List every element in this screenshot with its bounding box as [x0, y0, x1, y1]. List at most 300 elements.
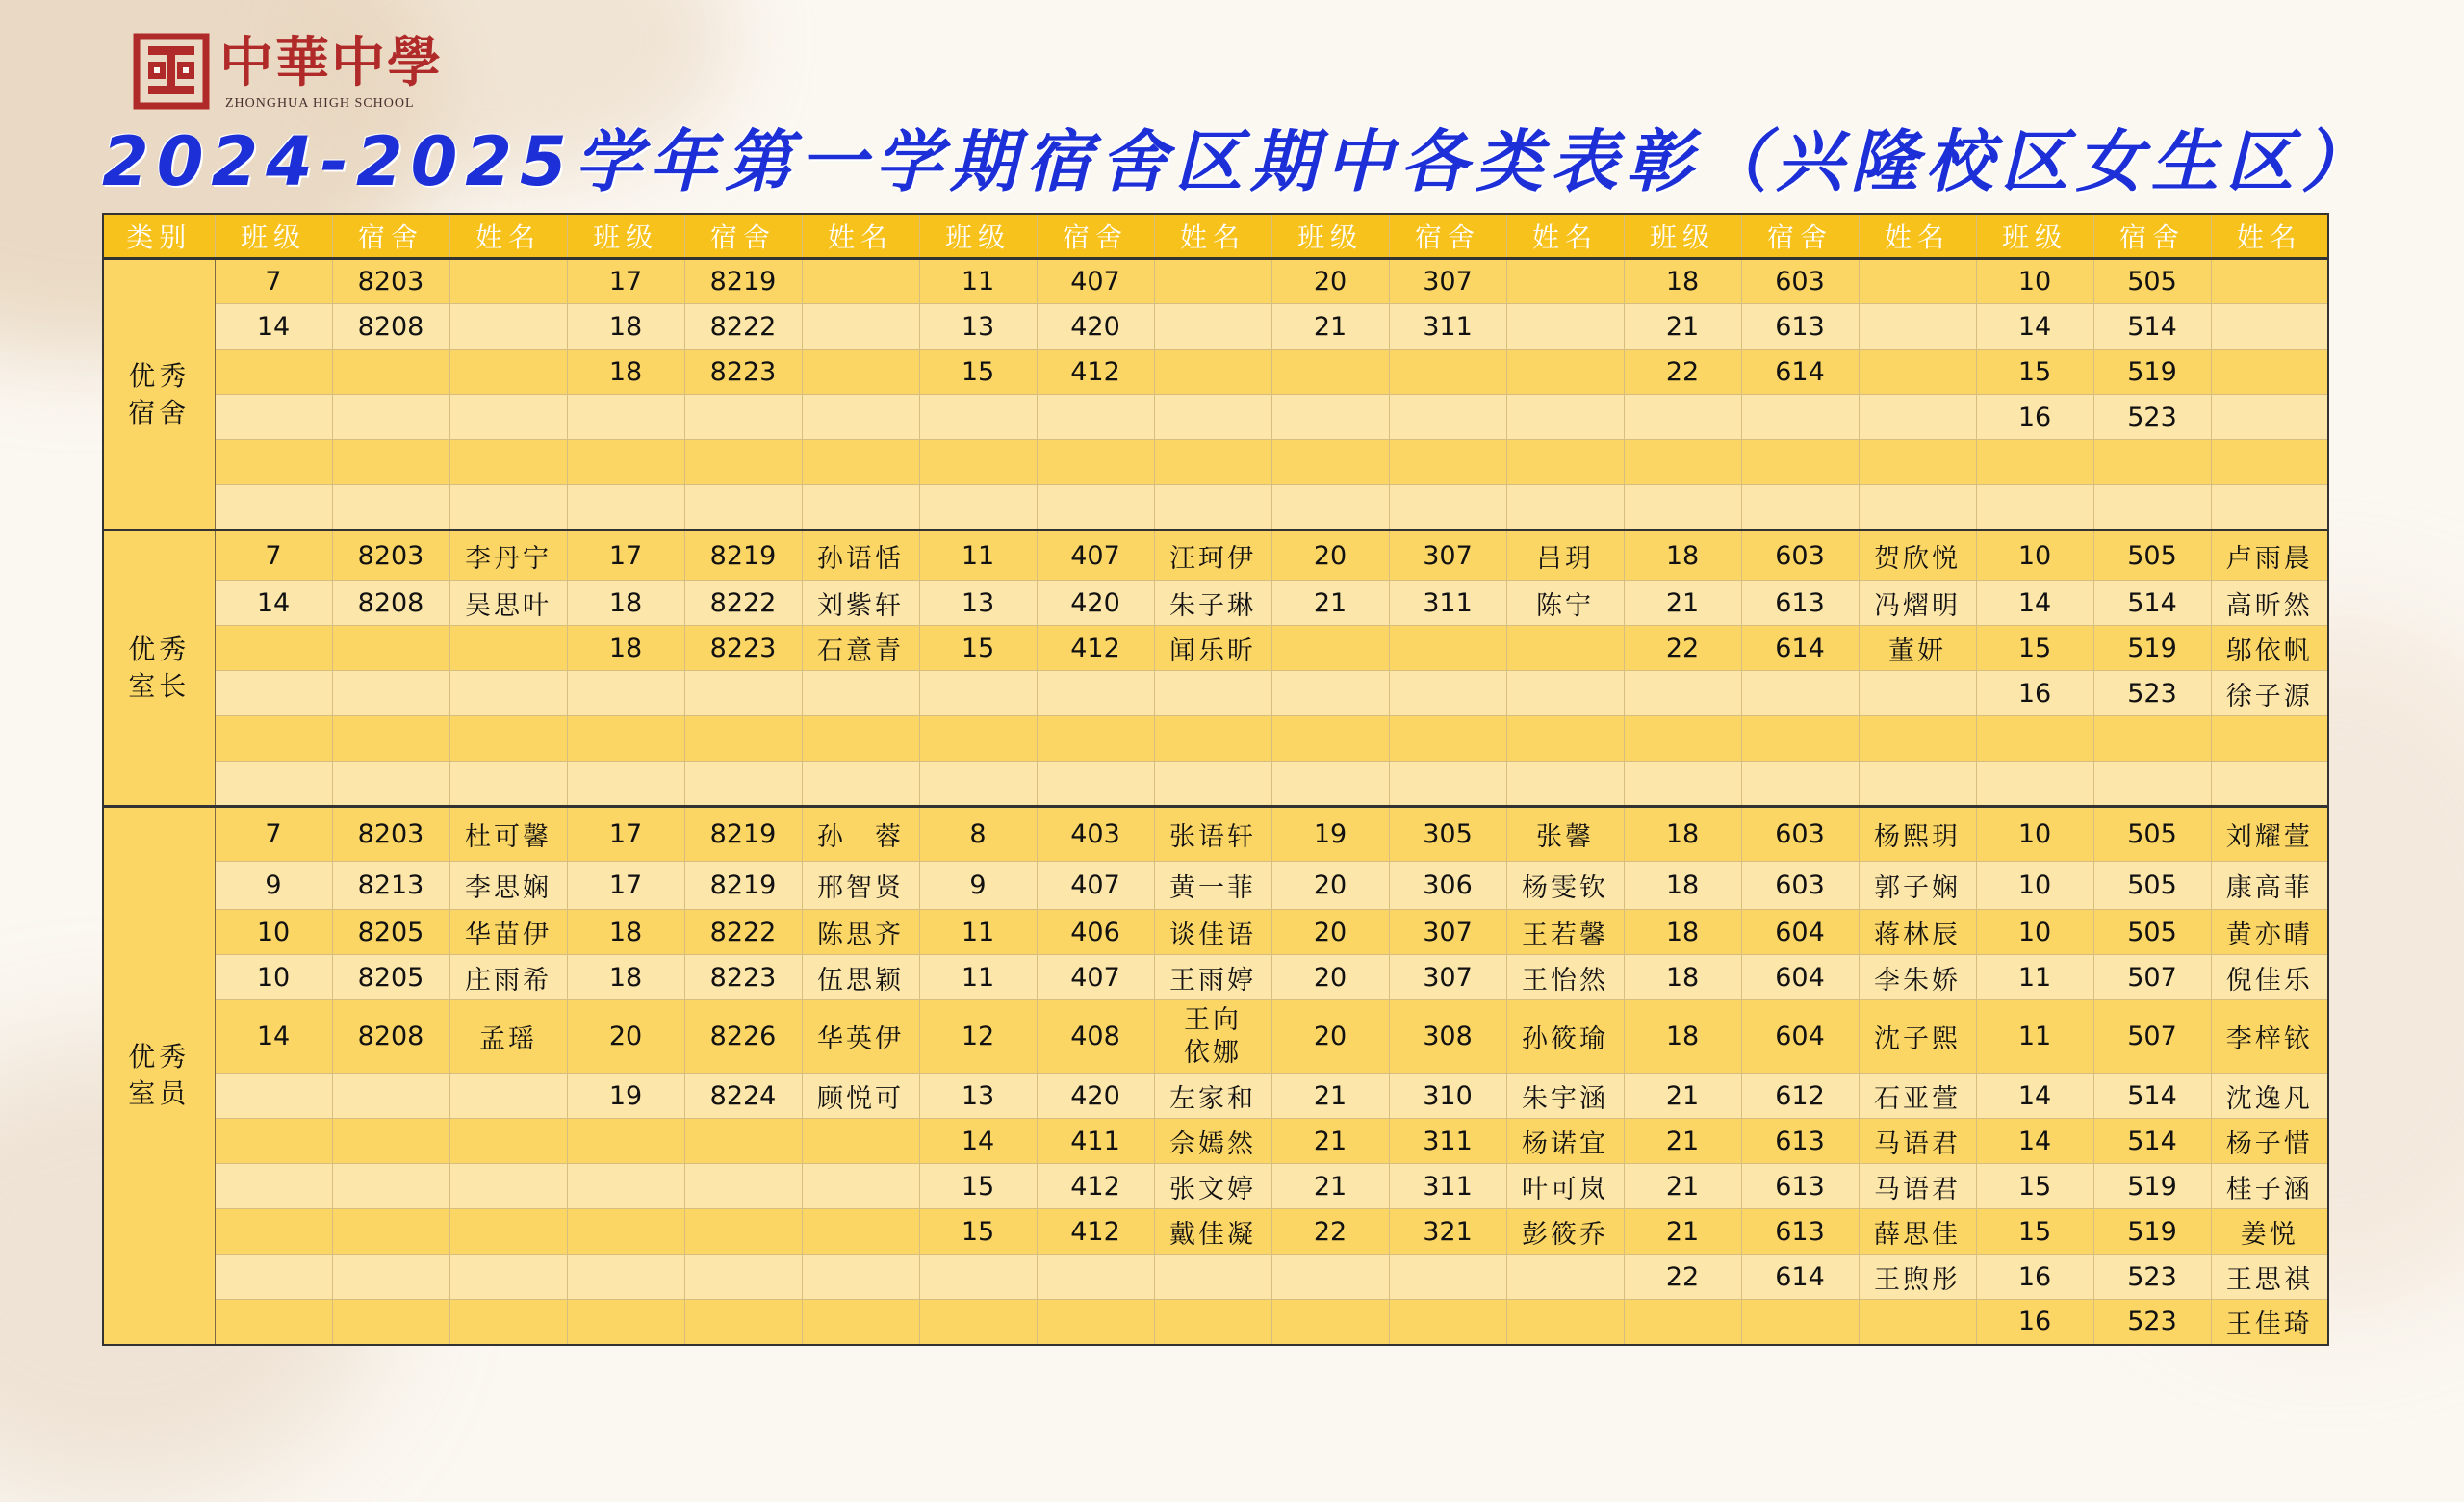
name-cell — [1506, 485, 1624, 531]
class-cell: 16 — [1976, 1255, 2093, 1300]
name-cell: 刘耀萱 — [2211, 807, 2328, 862]
class-cell: 18 — [1624, 807, 1741, 862]
name-cell — [2211, 259, 2328, 304]
class-cell — [1271, 440, 1389, 485]
name-cell: 王煦彤 — [1859, 1255, 1976, 1300]
header-cell: 班级 — [1624, 214, 1741, 259]
dorm-cell: 514 — [2093, 581, 2211, 626]
name-cell — [1506, 716, 1624, 762]
name-cell — [1154, 1300, 1271, 1345]
dorm-cell — [1741, 671, 1859, 716]
header-cell: 宿舍 — [332, 214, 449, 259]
name-cell: 康高菲 — [2211, 862, 2328, 910]
school-name-en: ZHONGHUA HIGH SCHOOL — [225, 96, 415, 111]
class-cell — [215, 626, 332, 671]
header-cell: 宿舍 — [1389, 214, 1506, 259]
class-cell: 14 — [1976, 1074, 2093, 1119]
dorm-cell: 8223 — [684, 350, 802, 395]
class-cell: 20 — [1271, 862, 1389, 910]
name-cell: 石意青 — [802, 626, 919, 671]
class-cell: 21 — [1624, 1119, 1741, 1164]
dorm-cell: 305 — [1389, 807, 1506, 862]
dorm-cell: 603 — [1741, 807, 1859, 862]
table-row — [103, 440, 2328, 485]
name-cell — [1859, 304, 1976, 350]
name-cell — [449, 1164, 567, 1209]
class-cell: 15 — [919, 626, 1037, 671]
class-cell: 21 — [1624, 1074, 1741, 1119]
class-cell: 21 — [1271, 1164, 1389, 1209]
dorm-cell: 523 — [2093, 1300, 2211, 1345]
table-row — [103, 1074, 2328, 1119]
class-cell: 11 — [919, 955, 1037, 1000]
class-cell: 7 — [215, 807, 332, 862]
dorm-cell: 614 — [1741, 1255, 1859, 1300]
dorm-cell: 8203 — [332, 531, 449, 581]
class-cell — [1271, 350, 1389, 395]
dorm-cell: 8205 — [332, 955, 449, 1000]
category-cell: 优秀 宿舍 — [103, 259, 215, 531]
class-cell: 9 — [919, 862, 1037, 910]
dorm-cell: 411 — [1037, 1119, 1154, 1164]
name-cell — [449, 671, 567, 716]
category-cell: 优秀 室长 — [103, 531, 215, 807]
class-cell: 10 — [215, 910, 332, 955]
table-row — [103, 531, 2328, 581]
name-cell — [1154, 304, 1271, 350]
dorm-cell — [1741, 762, 1859, 807]
class-cell — [215, 762, 332, 807]
name-cell: 吴思叶 — [449, 581, 567, 626]
name-cell — [1154, 1255, 1271, 1300]
dorm-cell: 603 — [1741, 531, 1859, 581]
class-cell — [567, 485, 684, 531]
dorm-cell: 519 — [2093, 626, 2211, 671]
dorm-cell — [684, 671, 802, 716]
table-row — [103, 350, 2328, 395]
name-cell — [449, 626, 567, 671]
name-cell: 马语君 — [1859, 1164, 1976, 1209]
name-cell — [449, 1074, 567, 1119]
dorm-cell: 613 — [1741, 581, 1859, 626]
name-cell: 桂子涵 — [2211, 1164, 2328, 1209]
name-cell: 庄雨希 — [449, 955, 567, 1000]
table-row — [103, 1000, 2328, 1074]
name-cell: 沈逸凡 — [2211, 1074, 2328, 1119]
dorm-cell — [2093, 762, 2211, 807]
table-row — [103, 1119, 2328, 1164]
name-cell — [1506, 1255, 1624, 1300]
name-cell: 杨子惜 — [2211, 1119, 2328, 1164]
dorm-cell: 519 — [2093, 1164, 2211, 1209]
name-cell: 李朱娇 — [1859, 955, 1976, 1000]
class-cell — [1624, 395, 1741, 440]
header-cell: 班级 — [919, 214, 1037, 259]
name-cell — [1859, 440, 1976, 485]
class-cell — [1976, 440, 2093, 485]
header-cell: 姓名 — [1859, 214, 1976, 259]
class-cell: 15 — [1976, 1164, 2093, 1209]
class-cell — [919, 440, 1037, 485]
class-cell — [1624, 671, 1741, 716]
name-cell: 张馨 — [1506, 807, 1624, 862]
class-cell: 10 — [1976, 807, 2093, 862]
name-cell — [1506, 440, 1624, 485]
dorm-cell — [1037, 762, 1154, 807]
class-cell: 20 — [1271, 910, 1389, 955]
name-cell — [2211, 304, 2328, 350]
name-cell: 王思祺 — [2211, 1255, 2328, 1300]
dorm-cell: 603 — [1741, 259, 1859, 304]
name-cell — [1859, 762, 1976, 807]
class-cell: 15 — [919, 1164, 1037, 1209]
dorm-cell — [332, 1119, 449, 1164]
name-cell — [802, 440, 919, 485]
page-title: 2024-2025学年第一学期宿舍区期中各类表彰（兴隆校区女生区） — [102, 122, 2376, 201]
dorm-cell: 505 — [2093, 807, 2211, 862]
table-row — [103, 1209, 2328, 1255]
dorm-cell: 523 — [2093, 671, 2211, 716]
dorm-cell — [1389, 716, 1506, 762]
name-cell: 董妍 — [1859, 626, 1976, 671]
dorm-cell — [332, 671, 449, 716]
class-cell — [1271, 762, 1389, 807]
dorm-cell — [1389, 350, 1506, 395]
class-cell: 18 — [1624, 531, 1741, 581]
name-cell — [2211, 762, 2328, 807]
dorm-cell — [1741, 485, 1859, 531]
dorm-cell: 8203 — [332, 807, 449, 862]
name-cell: 谈佳语 — [1154, 910, 1271, 955]
class-cell: 15 — [919, 1209, 1037, 1255]
header-cell: 宿舍 — [684, 214, 802, 259]
name-cell: 李丹宁 — [449, 531, 567, 581]
name-cell — [449, 485, 567, 531]
dorm-cell: 613 — [1741, 1209, 1859, 1255]
class-cell — [567, 671, 684, 716]
class-cell: 13 — [919, 304, 1037, 350]
dorm-cell: 311 — [1389, 1119, 1506, 1164]
dorm-cell: 505 — [2093, 862, 2211, 910]
dorm-cell: 604 — [1741, 955, 1859, 1000]
dorm-cell — [684, 485, 802, 531]
class-cell — [1976, 485, 2093, 531]
class-cell: 16 — [1976, 395, 2093, 440]
name-cell: 杨诺宜 — [1506, 1119, 1624, 1164]
dorm-cell: 420 — [1037, 304, 1154, 350]
name-cell: 叶可岚 — [1506, 1164, 1624, 1209]
class-cell: 18 — [567, 581, 684, 626]
name-cell — [449, 259, 567, 304]
class-cell: 21 — [1271, 581, 1389, 626]
table-row — [103, 716, 2328, 762]
header-cell: 班级 — [567, 214, 684, 259]
table-row — [103, 671, 2328, 716]
name-cell — [802, 1164, 919, 1209]
table-row — [103, 626, 2328, 671]
header-cell: 姓名 — [449, 214, 567, 259]
name-cell: 刘紫轩 — [802, 581, 919, 626]
dorm-cell: 604 — [1741, 910, 1859, 955]
name-cell — [2211, 350, 2328, 395]
name-cell: 汪珂伊 — [1154, 531, 1271, 581]
name-cell: 孙筱瑜 — [1506, 1000, 1624, 1074]
name-cell: 邬依帆 — [2211, 626, 2328, 671]
class-cell: 20 — [1271, 531, 1389, 581]
class-cell: 13 — [919, 581, 1037, 626]
name-cell — [1506, 304, 1624, 350]
class-cell — [215, 1255, 332, 1300]
class-cell — [567, 1255, 684, 1300]
class-cell: 17 — [567, 807, 684, 862]
name-cell — [1154, 350, 1271, 395]
name-cell: 沈子熙 — [1859, 1000, 1976, 1074]
class-cell — [1624, 716, 1741, 762]
name-cell: 李梓铱 — [2211, 1000, 2328, 1074]
table-row — [103, 259, 2328, 304]
class-cell: 18 — [567, 910, 684, 955]
class-cell: 15 — [1976, 626, 2093, 671]
class-cell — [215, 716, 332, 762]
class-cell: 10 — [1976, 531, 2093, 581]
dorm-cell — [332, 395, 449, 440]
class-cell: 21 — [1271, 1074, 1389, 1119]
class-cell: 18 — [567, 955, 684, 1000]
dorm-cell: 408 — [1037, 1000, 1154, 1074]
name-cell — [1154, 485, 1271, 531]
class-cell: 11 — [919, 259, 1037, 304]
dorm-cell: 507 — [2093, 1000, 2211, 1074]
name-cell — [1859, 716, 1976, 762]
class-cell — [919, 671, 1037, 716]
table-row — [103, 1255, 2328, 1300]
dorm-cell: 420 — [1037, 581, 1154, 626]
name-cell — [1859, 395, 1976, 440]
dorm-cell: 307 — [1389, 955, 1506, 1000]
dorm-cell: 8208 — [332, 1000, 449, 1074]
class-cell: 11 — [1976, 955, 2093, 1000]
dorm-cell — [332, 350, 449, 395]
dorm-cell — [332, 440, 449, 485]
name-cell — [1506, 1300, 1624, 1345]
dorm-cell — [1037, 485, 1154, 531]
name-cell: 陈宁 — [1506, 581, 1624, 626]
class-cell: 16 — [1976, 671, 2093, 716]
name-cell — [1154, 440, 1271, 485]
dorm-cell: 8203 — [332, 259, 449, 304]
name-cell: 张语轩 — [1154, 807, 1271, 862]
name-cell — [802, 395, 919, 440]
class-cell: 20 — [567, 1000, 684, 1074]
class-cell: 11 — [1976, 1000, 2093, 1074]
name-cell: 杨雯钦 — [1506, 862, 1624, 910]
dorm-cell — [332, 485, 449, 531]
name-cell: 黄一菲 — [1154, 862, 1271, 910]
dorm-cell: 407 — [1037, 862, 1154, 910]
dorm-cell: 613 — [1741, 1164, 1859, 1209]
seal-icon — [133, 33, 210, 110]
dorm-cell: 311 — [1389, 1164, 1506, 1209]
dorm-cell — [1389, 671, 1506, 716]
class-cell — [215, 1074, 332, 1119]
class-cell — [215, 671, 332, 716]
name-cell — [2211, 485, 2328, 531]
class-cell — [1624, 485, 1741, 531]
name-cell — [449, 1300, 567, 1345]
dorm-cell: 507 — [2093, 955, 2211, 1000]
dorm-cell: 614 — [1741, 350, 1859, 395]
table-row — [103, 955, 2328, 1000]
class-cell: 19 — [567, 1074, 684, 1119]
dorm-cell: 310 — [1389, 1074, 1506, 1119]
dorm-cell: 505 — [2093, 910, 2211, 955]
name-cell: 李思娴 — [449, 862, 567, 910]
class-cell: 16 — [1976, 1300, 2093, 1345]
dorm-cell — [1037, 716, 1154, 762]
name-cell — [802, 716, 919, 762]
table-row — [103, 395, 2328, 440]
dorm-cell — [332, 1164, 449, 1209]
name-cell — [1506, 626, 1624, 671]
name-cell — [1506, 350, 1624, 395]
dorm-cell — [1037, 1300, 1154, 1345]
dorm-cell: 8222 — [684, 910, 802, 955]
dorm-cell: 412 — [1037, 1209, 1154, 1255]
name-cell: 伍思颖 — [802, 955, 919, 1000]
name-cell — [1154, 259, 1271, 304]
class-cell: 15 — [919, 350, 1037, 395]
dorm-cell — [1389, 440, 1506, 485]
class-cell: 18 — [567, 350, 684, 395]
dorm-cell — [1389, 395, 1506, 440]
name-cell: 贺欣悦 — [1859, 531, 1976, 581]
dorm-cell: 505 — [2093, 531, 2211, 581]
class-cell: 11 — [919, 910, 1037, 955]
dorm-cell — [1389, 762, 1506, 807]
class-cell — [919, 762, 1037, 807]
dorm-cell: 307 — [1389, 531, 1506, 581]
dorm-cell: 8208 — [332, 304, 449, 350]
class-cell — [215, 440, 332, 485]
category-cell: 优秀 室员 — [103, 807, 215, 1345]
class-cell: 22 — [1624, 1255, 1741, 1300]
school-name-cn: 中華中學 — [219, 31, 443, 94]
name-cell: 石亚萱 — [1859, 1074, 1976, 1119]
table-row — [103, 862, 2328, 910]
name-cell — [449, 1119, 567, 1164]
name-cell: 高昕然 — [2211, 581, 2328, 626]
class-cell: 15 — [1976, 350, 2093, 395]
dorm-cell: 514 — [2093, 1074, 2211, 1119]
class-cell — [567, 1164, 684, 1209]
dorm-cell: 407 — [1037, 531, 1154, 581]
header-cell: 宿舍 — [2093, 214, 2211, 259]
dorm-cell — [332, 626, 449, 671]
name-cell: 马语君 — [1859, 1119, 1976, 1164]
dorm-cell — [684, 1255, 802, 1300]
class-cell: 20 — [1271, 1000, 1389, 1074]
name-cell: 陈思齐 — [802, 910, 919, 955]
dorm-cell: 8219 — [684, 862, 802, 910]
name-cell — [802, 762, 919, 807]
name-cell — [1859, 1300, 1976, 1345]
dorm-cell: 307 — [1389, 910, 1506, 955]
name-cell — [1154, 395, 1271, 440]
name-cell — [802, 304, 919, 350]
dorm-cell: 523 — [2093, 395, 2211, 440]
name-cell — [1154, 671, 1271, 716]
dorm-cell — [684, 1164, 802, 1209]
dorm-cell: 311 — [1389, 304, 1506, 350]
dorm-cell: 604 — [1741, 1000, 1859, 1074]
class-cell: 18 — [1624, 259, 1741, 304]
class-cell — [919, 395, 1037, 440]
class-cell: 14 — [215, 304, 332, 350]
name-cell: 吕玥 — [1506, 531, 1624, 581]
dorm-cell: 613 — [1741, 1119, 1859, 1164]
class-cell: 18 — [1624, 910, 1741, 955]
class-cell: 22 — [1624, 626, 1741, 671]
header-cell: 班级 — [1976, 214, 2093, 259]
dorm-cell — [332, 1300, 449, 1345]
class-cell — [1271, 671, 1389, 716]
dorm-cell — [1741, 716, 1859, 762]
dorm-cell — [1037, 671, 1154, 716]
dorm-cell: 321 — [1389, 1209, 1506, 1255]
dorm-cell — [1389, 1255, 1506, 1300]
name-cell — [1506, 671, 1624, 716]
class-cell — [567, 440, 684, 485]
class-cell — [1271, 626, 1389, 671]
class-cell — [1976, 716, 2093, 762]
dorm-cell — [684, 395, 802, 440]
class-cell — [1271, 395, 1389, 440]
dorm-cell: 8226 — [684, 1000, 802, 1074]
dorm-cell — [1741, 1300, 1859, 1345]
name-cell: 彭筱乔 — [1506, 1209, 1624, 1255]
dorm-cell: 514 — [2093, 1119, 2211, 1164]
dorm-cell: 8222 — [684, 304, 802, 350]
table-body — [103, 259, 2328, 1345]
dorm-cell — [1389, 626, 1506, 671]
dorm-cell: 613 — [1741, 304, 1859, 350]
class-cell: 20 — [1271, 259, 1389, 304]
class-cell — [215, 485, 332, 531]
dorm-cell: 8224 — [684, 1074, 802, 1119]
name-cell — [802, 671, 919, 716]
class-cell: 11 — [919, 531, 1037, 581]
dorm-cell — [1389, 1300, 1506, 1345]
class-cell — [1271, 1300, 1389, 1345]
class-cell — [567, 395, 684, 440]
class-cell: 18 — [567, 304, 684, 350]
name-cell — [1506, 395, 1624, 440]
class-cell — [215, 1119, 332, 1164]
dorm-cell: 519 — [2093, 1209, 2211, 1255]
class-cell: 18 — [1624, 1000, 1741, 1074]
table-row — [103, 485, 2328, 531]
class-cell — [215, 1209, 332, 1255]
dorm-cell: 505 — [2093, 259, 2211, 304]
name-cell: 倪佳乐 — [2211, 955, 2328, 1000]
name-cell: 朱子琳 — [1154, 581, 1271, 626]
table-row — [103, 304, 2328, 350]
header-cell: 宿舍 — [1741, 214, 1859, 259]
dorm-cell — [684, 1300, 802, 1345]
class-cell: 22 — [1624, 350, 1741, 395]
name-cell: 王佳琦 — [2211, 1300, 2328, 1345]
name-cell: 邢智贤 — [802, 862, 919, 910]
